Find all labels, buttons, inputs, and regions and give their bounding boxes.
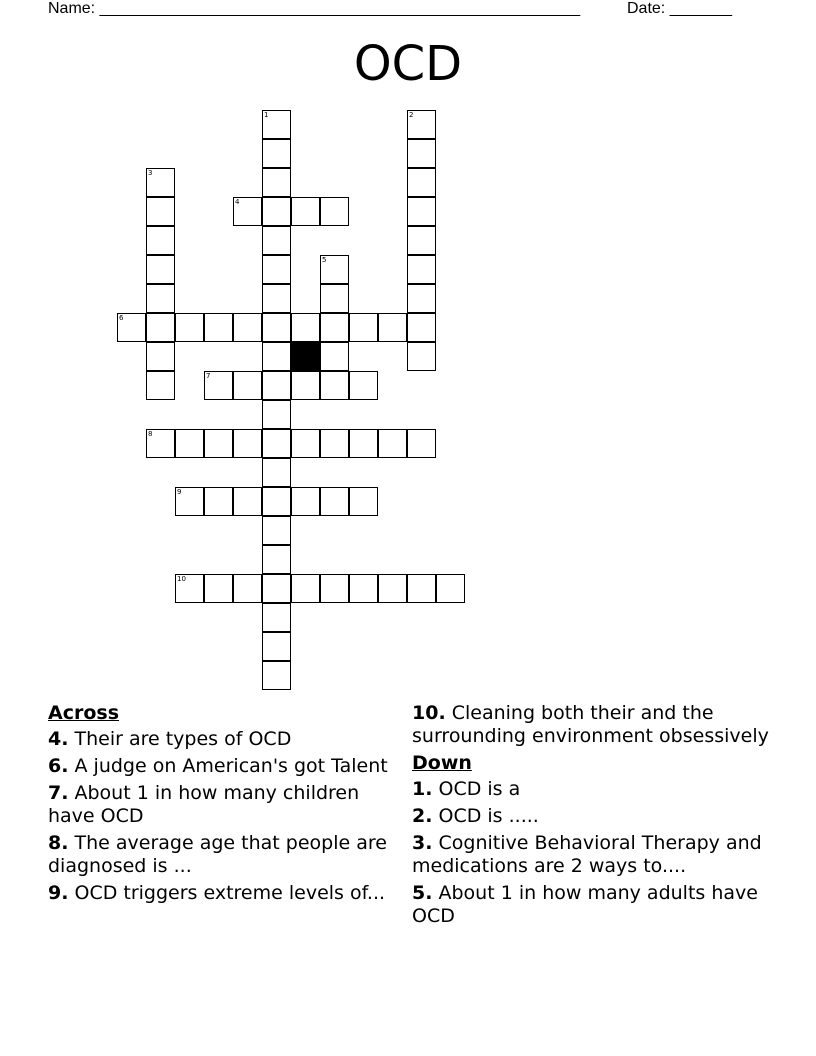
- crossword-cell[interactable]: [233, 487, 262, 516]
- clue-text: The average age that people are diagnosed is ...: [48, 832, 387, 877]
- clue-number: 10.: [412, 702, 446, 724]
- crossword-cell[interactable]: [378, 429, 407, 458]
- crossword-cell[interactable]: [291, 487, 320, 516]
- crossword-cell[interactable]: [262, 487, 291, 516]
- crossword-cell[interactable]: [407, 168, 436, 197]
- crossword-cell[interactable]: [204, 313, 233, 342]
- crossword-cell[interactable]: [320, 371, 349, 400]
- crossword-cell[interactable]: [320, 313, 349, 342]
- crossword-cell[interactable]: [262, 516, 291, 545]
- clue-text: OCD triggers extreme levels of...: [74, 882, 386, 904]
- crossword-cell[interactable]: [320, 487, 349, 516]
- clue-number: 1.: [412, 778, 433, 800]
- clue-number: 2.: [412, 805, 433, 827]
- crossword-cell[interactable]: [407, 574, 436, 603]
- crossword-cell[interactable]: [349, 487, 378, 516]
- across-clue: [48, 755, 393, 778]
- crossword-cell[interactable]: [175, 487, 204, 516]
- crossword-block: [291, 342, 320, 371]
- crossword-cell[interactable]: [407, 429, 436, 458]
- down-clue: [412, 882, 777, 928]
- clue-number: 5.: [412, 882, 433, 904]
- crossword-cell[interactable]: [262, 574, 291, 603]
- crossword-cell[interactable]: [407, 284, 436, 313]
- across-clue: [48, 782, 393, 828]
- crossword-cell[interactable]: [407, 139, 436, 168]
- cell-number: 2: [409, 111, 414, 119]
- crossword-cell[interactable]: [146, 255, 175, 284]
- clue-number: 7.: [48, 782, 69, 804]
- crossword-cell[interactable]: [233, 429, 262, 458]
- crossword-cell[interactable]: [233, 574, 262, 603]
- clue-text: Their are types of OCD: [74, 728, 292, 750]
- crossword-cell[interactable]: [146, 313, 175, 342]
- clue-text: About 1 in how many children have OCD: [48, 782, 360, 827]
- across-clue: [48, 728, 393, 751]
- down-clue: [412, 805, 777, 828]
- crossword-cell[interactable]: [320, 284, 349, 313]
- crossword-cell[interactable]: [146, 197, 175, 226]
- crossword-cell[interactable]: [262, 110, 291, 139]
- crossword-cell[interactable]: [407, 255, 436, 284]
- crossword-cell[interactable]: [378, 313, 407, 342]
- crossword-cell[interactable]: [407, 226, 436, 255]
- crossword-cell[interactable]: [378, 574, 407, 603]
- cell-number: 9: [177, 488, 182, 496]
- crossword-cell[interactable]: [204, 487, 233, 516]
- crossword-cell[interactable]: [262, 342, 291, 371]
- crossword-cell[interactable]: [407, 342, 436, 371]
- clue-text: About 1 in how many adults have OCD: [412, 882, 758, 927]
- crossword-cell[interactable]: [146, 284, 175, 313]
- down-clue: [412, 778, 777, 801]
- crossword-cell[interactable]: [117, 313, 146, 342]
- clues-left-column: [48, 702, 393, 909]
- crossword-cell[interactable]: [262, 400, 291, 429]
- crossword-cell[interactable]: [407, 313, 436, 342]
- down-heading: Down: [412, 752, 472, 774]
- cell-number: 6: [119, 314, 124, 322]
- across-clue: [412, 702, 777, 748]
- name-field[interactable]: Name: ______________________________________________________: [48, 0, 581, 17]
- crossword-cell[interactable]: [175, 574, 204, 603]
- crossword-cell[interactable]: [407, 110, 436, 139]
- crossword-cell[interactable]: [262, 313, 291, 342]
- clue-number: 9.: [48, 882, 69, 904]
- crossword-cell[interactable]: [262, 632, 291, 661]
- crossword-cell[interactable]: [175, 429, 204, 458]
- cell-number: 7: [206, 372, 211, 380]
- crossword-cell[interactable]: [262, 371, 291, 400]
- crossword-cell[interactable]: [262, 139, 291, 168]
- date-field[interactable]: Date: _______: [627, 0, 732, 17]
- clue-text: OCD is a: [438, 778, 521, 800]
- clue-number: 3.: [412, 832, 433, 854]
- crossword-cell[interactable]: [262, 168, 291, 197]
- cell-number: 1: [264, 111, 269, 119]
- crossword-cell[interactable]: [291, 313, 320, 342]
- crossword-cell[interactable]: [349, 574, 378, 603]
- crossword-cell[interactable]: [146, 429, 175, 458]
- crossword-cell[interactable]: [262, 255, 291, 284]
- crossword-cell[interactable]: [291, 197, 320, 226]
- crossword-cell[interactable]: [349, 429, 378, 458]
- crossword-cell[interactable]: [204, 574, 233, 603]
- clue-number: 4.: [48, 728, 69, 750]
- crossword-cell[interactable]: [233, 197, 262, 226]
- crossword-cell[interactable]: [320, 197, 349, 226]
- crossword-cell[interactable]: [262, 284, 291, 313]
- crossword-cell[interactable]: [233, 313, 262, 342]
- crossword-cell[interactable]: [291, 574, 320, 603]
- clues-right-column: [412, 702, 777, 932]
- clue-text: Cognitive Behavioral Therapy and medications are 2 ways to....: [412, 832, 762, 877]
- crossword-cell[interactable]: [175, 313, 204, 342]
- crossword-cell[interactable]: [262, 197, 291, 226]
- crossword-cell[interactable]: [320, 342, 349, 371]
- clue-text: OCD is .....: [438, 805, 539, 827]
- cell-number: 4: [235, 198, 240, 206]
- crossword-cell[interactable]: [262, 226, 291, 255]
- clue-number: 8.: [48, 832, 69, 854]
- crossword-cell[interactable]: [436, 574, 465, 603]
- clue-text: A judge on American's got Talent: [74, 755, 388, 777]
- crossword-cell[interactable]: [262, 429, 291, 458]
- across-clue: [48, 882, 393, 905]
- crossword-cell[interactable]: [291, 371, 320, 400]
- cell-number: 3: [148, 169, 153, 177]
- crossword-cell[interactable]: [204, 371, 233, 400]
- clue-number: 6.: [48, 755, 69, 777]
- crossword-cell[interactable]: [349, 371, 378, 400]
- crossword-cell[interactable]: [262, 661, 291, 690]
- cell-number: 10: [177, 575, 186, 583]
- puzzle-title: OCD: [353, 36, 463, 92]
- crossword-cell[interactable]: [146, 226, 175, 255]
- crossword-cell[interactable]: [320, 255, 349, 284]
- crossword-cell[interactable]: [291, 429, 320, 458]
- crossword-cell[interactable]: [407, 197, 436, 226]
- crossword-cell[interactable]: [349, 313, 378, 342]
- across-clue: [48, 832, 393, 878]
- crossword-cell[interactable]: [204, 429, 233, 458]
- cell-number: 8: [148, 430, 153, 438]
- clue-text: Cleaning both their and the surrounding environment obsessively: [412, 702, 769, 747]
- crossword-cell[interactable]: [262, 603, 291, 632]
- cell-number: 5: [322, 256, 327, 264]
- down-clue: [412, 832, 777, 878]
- crossword-cell[interactable]: [146, 371, 175, 400]
- crossword-cell[interactable]: [262, 545, 291, 574]
- crossword-cell[interactable]: [262, 458, 291, 487]
- crossword-cell[interactable]: [146, 168, 175, 197]
- crossword-cell[interactable]: [320, 574, 349, 603]
- crossword-cell[interactable]: [320, 429, 349, 458]
- crossword-cell[interactable]: [146, 342, 175, 371]
- crossword-cell[interactable]: [233, 371, 262, 400]
- across-heading: Across: [48, 702, 120, 724]
